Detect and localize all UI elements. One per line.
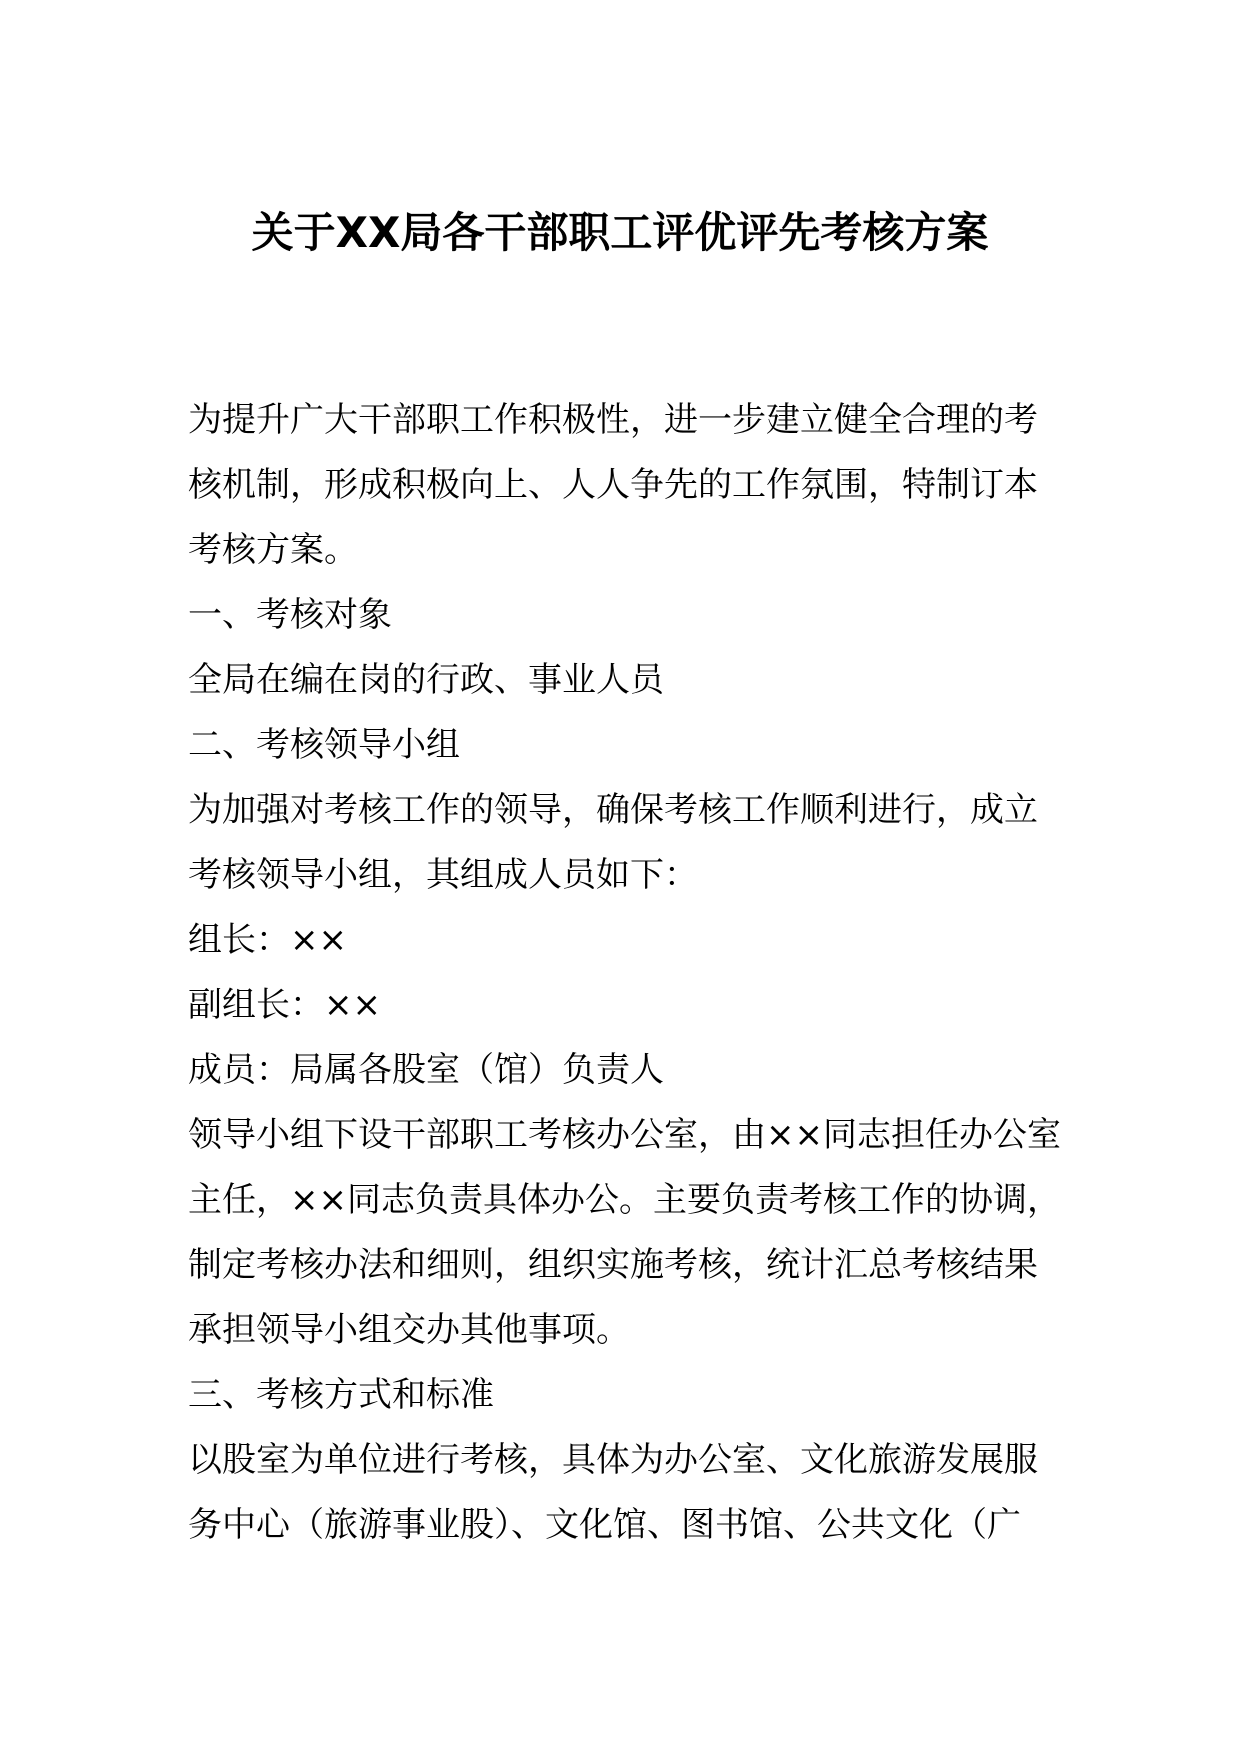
text-line: 以股室为单位进行考核，具体为办公室、文化旅游发展服	[188, 1440, 1038, 1480]
office-paragraph	[188, 1103, 1063, 1363]
section-heading-1	[188, 583, 1063, 648]
text-line: 核机制，形成积极向上、人人争先的工作氛围，特制订本	[188, 465, 1038, 505]
text-line: 组长：××	[188, 920, 347, 960]
text-line: 务中心（旅游事业股）、文化馆、图书馆、公共文化（广	[188, 1505, 1021, 1545]
assessment-method-paragraph	[188, 1428, 1063, 1558]
assessment-target-paragraph	[188, 648, 1063, 713]
text-line: 为提升广大干部职工作积极性，进一步建立健全合理的考	[188, 400, 1038, 440]
deputy-leader-line	[188, 973, 1063, 1038]
text-line: 领导小组下设干部职工考核办公室，由××同志担任办公室	[188, 1115, 1061, 1155]
text-line: 主任，××同志负责具体办公。主要负责考核工作的协调，	[188, 1180, 1061, 1220]
heading-line: 二、考核领导小组	[188, 725, 460, 765]
intro-paragraph	[188, 388, 1063, 583]
members-line	[188, 1038, 1063, 1103]
text-line: 考核领导小组，其组成人员如下：	[188, 855, 698, 895]
section-heading-3	[188, 1363, 1063, 1428]
section-heading-2	[188, 713, 1063, 778]
text-line: 考核方案。	[188, 530, 358, 570]
text-line: 为加强对考核工作的领导，确保考核工作顺利进行，成立	[188, 790, 1038, 830]
text-line: 制定考核办法和细则，组织实施考核，统计汇总考核结果	[188, 1245, 1038, 1285]
leadership-group-paragraph	[188, 778, 1063, 908]
text-line: 承担领导小组交办其他事项。	[188, 1310, 630, 1350]
text-line: 副组长：××	[188, 985, 381, 1025]
group-leader-line	[188, 908, 1063, 973]
heading-line: 一、考核对象	[188, 595, 392, 635]
text-line: 全局在编在岗的行政、事业人员	[188, 660, 664, 700]
document-title: 关于XX局各干部职工评优评先考核方案	[251, 208, 989, 257]
document-body	[188, 388, 1063, 1558]
text-line: 成员：局属各股室（馆）负责人	[188, 1050, 664, 1090]
heading-line: 三、考核方式和标准	[188, 1375, 494, 1415]
